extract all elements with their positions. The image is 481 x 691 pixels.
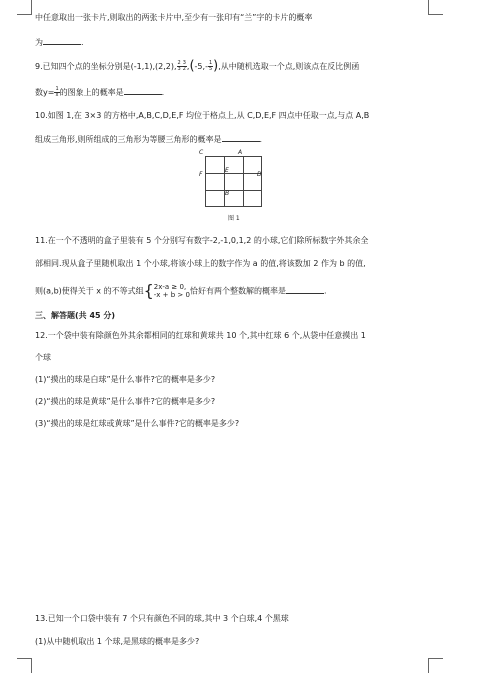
- q12-sub-2-text: (2)“摸出的球是黄球”是什么事件?它的概率是多少?: [35, 397, 216, 406]
- q11-end: .: [323, 286, 327, 296]
- q10-text-2: 组成三角形,则所组成的三角形为等腰三角形的概率是: [35, 135, 222, 144]
- answer-blank-q10[interactable]: [222, 133, 260, 142]
- figure-1-grid: [198, 150, 268, 222]
- q9-line-1: 9.已知四个点的坐标分别是(-1,1),(2,2), $\frac{2}{3}$ $\frac{3}{2}$ ,(-5,- $\frac{1}{5}$ ),从中随机选取一个点,则该点在反比例函: [35, 58, 360, 74]
- q9-frac-2: $\frac{3}{2}$: [182, 60, 186, 72]
- q9-frac-4: $\frac{1}{x}$: [55, 86, 59, 98]
- q9-text-d: ,从中随机选取一个点,则该点在反比例函: [218, 62, 360, 71]
- q12-sub-3-text: (3)“摸出的球是红球或黄球”是什么事件?它的概率是多少?: [35, 419, 240, 428]
- q11-line-2: [35, 259, 366, 269]
- q10-end: .: [259, 135, 263, 144]
- point-label-d: D: [257, 171, 262, 178]
- q12-line-1: [35, 331, 366, 341]
- q13-line-1: [35, 614, 289, 624]
- point-label-b: B: [225, 190, 230, 197]
- point-label-c: C: [199, 149, 204, 156]
- crop-mark-top-left: [17, 0, 32, 15]
- q9-text-f: 的图象上的概率是: [59, 88, 124, 97]
- grid-3x3: [205, 156, 262, 207]
- q11-text-2: 部相同.现从盒子里随机取出 1 个小球,将该小球上的数字作为 a 的值,将该数加 2 作为 b 的值,: [35, 259, 366, 268]
- q9-frac-3: $\frac{1}{5}$: [208, 60, 213, 72]
- q13-sub-1: [35, 637, 199, 647]
- section-heading: [35, 311, 115, 321]
- q12-sub-2: [35, 397, 215, 407]
- point-label-a: A: [238, 149, 243, 156]
- q11-text-4: 恰好有两个整数解的概率是: [189, 286, 286, 296]
- q12-text-2: 个球: [35, 353, 51, 362]
- figure-caption: 图 1: [228, 215, 240, 222]
- q12-sub-3: [35, 419, 239, 429]
- q9-text-c: -5,-: [194, 62, 208, 71]
- q8-line-2: [35, 36, 84, 48]
- answer-blank-q8[interactable]: [43, 36, 81, 45]
- point-label-f: F: [199, 171, 203, 178]
- q10-text-1: 10.如图 1,在 3×3 的方格中,A,B,C,D,E,F 均位于格点上,从 C,D,E,F 四点中任取一点,与点 A,B: [35, 111, 370, 120]
- answer-blank-q9[interactable]: [124, 86, 162, 95]
- crop-mark-bottom-right: [428, 658, 443, 673]
- crop-mark-top-right: [428, 0, 443, 15]
- q8-text-1: 中任意取出一张卡片,则取出的两张卡片中,至少有一张印有“兰”字的卡片的概率: [35, 13, 313, 22]
- q12-text-1: 12.一个袋中装有除颜色外其余都相同的红球和黄球共 10 个,其中红球 6 个,从袋中任意摸出 1: [35, 331, 366, 340]
- section-3-title: 三、解答题(共 45 分): [35, 311, 116, 320]
- crop-mark-bottom-left: [17, 658, 32, 673]
- q12-line-2: [35, 353, 51, 363]
- q10-line-2: [35, 133, 262, 145]
- q11-text-1: 11.在一个不透明的盒子里装有 5 个分别写有数字-2,-1,0,1,2 的小球,它们除所标数字外其余全: [35, 236, 369, 245]
- q9-text-e: 数y=: [35, 88, 55, 97]
- q8-text-2: 为: [35, 38, 43, 47]
- inequality-system: 2x-a ≥ 0, -x + b > 0: [153, 283, 190, 299]
- q9-text-b: ,: [186, 62, 190, 71]
- q13-sub-1-text: (1)从中随机取出 1 个球,是黑球的概率是多少?: [35, 637, 200, 646]
- q9-text-a: 9.已知四个点的坐标分别是(-1,1),(2,2),: [35, 62, 177, 71]
- q12-sub-1-text: (1)“摸出的球是白球”是什么事件?它的概率是多少?: [35, 375, 216, 384]
- q9-end: .: [161, 88, 165, 97]
- point-label-e: E: [225, 167, 229, 174]
- q9-line-2: [35, 86, 164, 98]
- q8-line-1: [35, 13, 312, 23]
- q8-end: .: [81, 38, 84, 47]
- q13-text-1: 13.已知一个口袋中装有 7 个只有颜色不同的球,其中 3 个白球,4 个黑球: [35, 614, 289, 623]
- q12-sub-1: [35, 375, 215, 385]
- q11-line-3: 则(a,b)使得关于 x 的不等式组{ 2x-a ≥ 0, -x + b > 0 恰好有两个整数解的概率是 .: [35, 281, 327, 300]
- q9-frac-1: $\frac{2}{3}$: [177, 60, 181, 72]
- answer-blank-q11[interactable]: [286, 285, 324, 294]
- q10-line-1: [35, 111, 369, 121]
- q11-text-3: 则(a,b)使得关于 x 的不等式组: [35, 286, 144, 296]
- q11-line-1: [35, 236, 368, 246]
